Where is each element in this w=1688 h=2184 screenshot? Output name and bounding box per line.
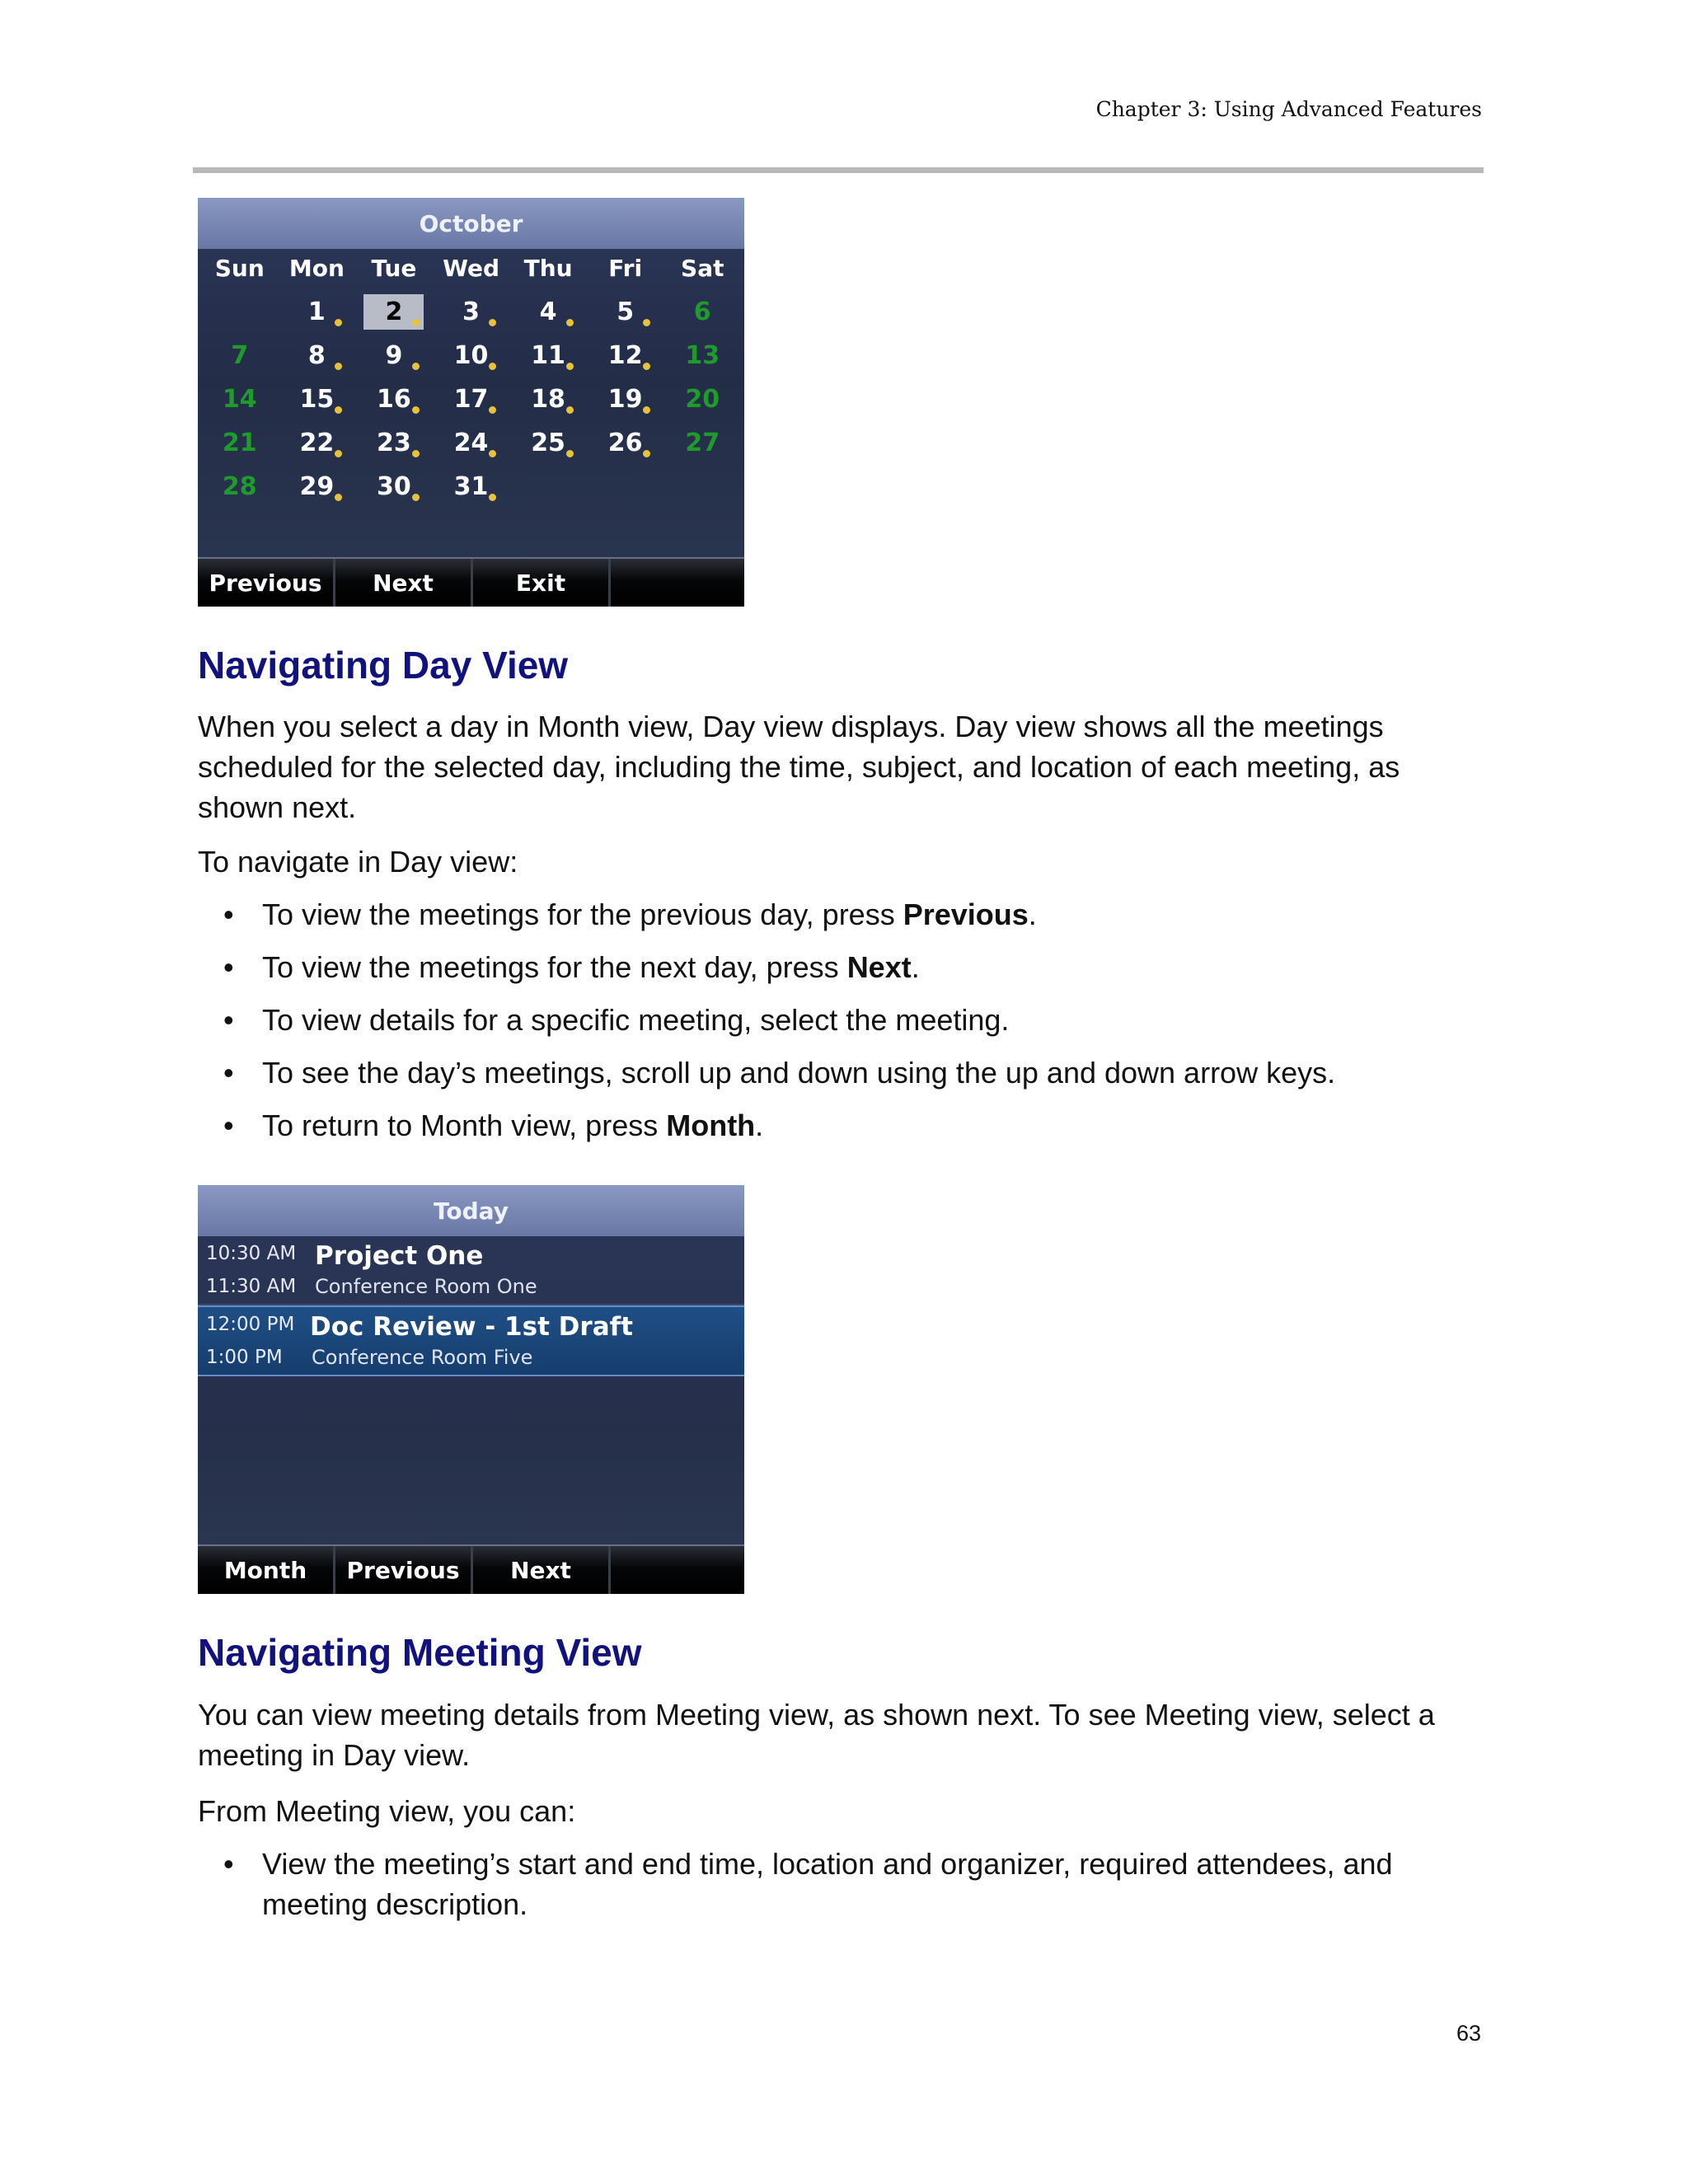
bullet-key-name: Next <box>846 950 912 984</box>
previous-softkey[interactable]: Previous <box>335 1546 473 1594</box>
empty-softkey[interactable] <box>611 559 744 607</box>
exit-softkey[interactable]: Exit <box>473 559 611 607</box>
weekday-label: Mon <box>288 254 345 282</box>
calendar-day[interactable] <box>663 421 741 465</box>
calendar-day[interactable] <box>663 334 741 377</box>
calendar-day-number: 20 <box>685 385 720 414</box>
calendar-day-number: 23 <box>377 429 411 457</box>
bullet-text: To see the day’s meetings, scroll up and down using the up and down arrow keys. <box>262 1056 1336 1090</box>
calendar-day[interactable] <box>587 334 664 377</box>
section-heading-meeting-view: Navigating Meeting View <box>198 1631 642 1674</box>
calendar-day-number: 4 <box>539 298 557 326</box>
bullet-text: To view details for a specific meeting, select the meeting. <box>262 1003 1010 1037</box>
event-dot-icon <box>643 450 650 457</box>
bullet-item <box>198 1105 1484 1146</box>
event-dot-icon <box>566 363 574 370</box>
calendar-day-number: 26 <box>607 429 643 457</box>
calendar-day-number: 12 <box>607 341 643 370</box>
calendar-day-number: 28 <box>222 472 257 501</box>
bullet-text: View the meeting’s start and end time, location and organizer, required attendees, and meeting description. <box>262 1847 1393 1921</box>
calendar-day[interactable] <box>433 334 510 377</box>
bullet-text-end: . <box>1028 898 1037 931</box>
calendar-day-number: 24 <box>453 429 489 457</box>
weekday-label: Thu <box>523 254 573 282</box>
calendar-day[interactable] <box>509 377 587 421</box>
calendar-day-number: 18 <box>531 385 565 414</box>
calendar-month-title: October <box>198 198 744 249</box>
calendar-day[interactable] <box>355 421 433 465</box>
bullet-text: To view the meetings for the previous day, press <box>262 898 903 931</box>
calendar-day-number: 6 <box>693 298 711 326</box>
month-view-screenshot <box>198 198 744 607</box>
meeting-start-time: 12:00 PM <box>206 1314 295 1335</box>
event-dot-icon <box>412 406 420 414</box>
calendar-day[interactable] <box>279 421 356 465</box>
calendar-day[interactable] <box>355 377 433 421</box>
calendar-softkey-bar <box>198 557 744 607</box>
calendar-day[interactable] <box>279 290 356 334</box>
event-dot-icon <box>643 406 650 414</box>
event-dot-icon <box>335 450 342 457</box>
calendar-day-number: 16 <box>377 385 411 414</box>
calendar-day[interactable] <box>433 465 510 509</box>
calendar-day-number: 1 <box>307 298 326 326</box>
calendar-day-number: 10 <box>453 341 489 370</box>
calendar-empty-cell <box>509 465 587 509</box>
calendar-day[interactable] <box>509 334 587 377</box>
calendar-day[interactable] <box>509 290 587 334</box>
day-view-screenshot <box>198 1185 744 1594</box>
meeting-start-time: 10:30 AM <box>206 1243 297 1264</box>
calendar-day-number: 22 <box>299 429 335 457</box>
bullet-icon: • <box>223 1056 234 1090</box>
calendar-day[interactable] <box>355 334 433 377</box>
calendar-day-number: 3 <box>462 298 480 326</box>
meeting-end-time: 1:00 PM <box>206 1347 283 1368</box>
meeting-row-selected[interactable] <box>198 1305 744 1376</box>
bullet-item <box>198 1000 1484 1040</box>
calendar-day-number: 8 <box>307 341 326 370</box>
empty-softkey[interactable] <box>611 1546 744 1594</box>
event-dot-icon <box>412 363 420 370</box>
weekday-label: Sun <box>214 254 265 282</box>
calendar-day-number: 17 <box>453 385 489 414</box>
calendar-day[interactable] <box>433 421 510 465</box>
bullet-icon: • <box>223 950 234 984</box>
event-dot-icon <box>335 363 342 370</box>
event-dot-icon <box>489 319 496 326</box>
bullet-item <box>198 1052 1484 1093</box>
calendar-empty-cell <box>587 465 664 509</box>
weekday-header-row <box>198 249 744 287</box>
calendar-day[interactable] <box>663 377 741 421</box>
calendar-day-number: 25 <box>531 429 565 457</box>
calendar-day[interactable] <box>433 290 510 334</box>
event-dot-icon <box>643 319 650 326</box>
bullet-icon: • <box>223 1003 234 1037</box>
calendar-day[interactable] <box>355 465 433 509</box>
meeting-location: Conference Room One <box>315 1275 537 1298</box>
next-softkey[interactable]: Next <box>335 559 473 607</box>
bullet-icon: • <box>223 1847 234 1881</box>
calendar-day-number: 27 <box>685 429 720 457</box>
calendar-day[interactable] <box>355 290 433 334</box>
calendar-day-number: 29 <box>299 472 335 501</box>
bullet-text: To return to Month view, press <box>262 1108 667 1142</box>
calendar-day[interactable] <box>587 290 664 334</box>
meeting-row[interactable] <box>198 1236 744 1305</box>
event-dot-icon <box>412 494 420 501</box>
calendar-day[interactable] <box>201 465 279 509</box>
calendar-day-number: 14 <box>222 385 257 414</box>
event-dot-icon <box>489 406 496 414</box>
page-number: 63 <box>1456 2021 1481 2046</box>
calendar-day-number: 21 <box>222 429 257 457</box>
bullet-icon: • <box>223 1108 234 1142</box>
calendar-day[interactable] <box>587 421 664 465</box>
meeting-subject: Project One <box>315 1241 484 1271</box>
bullet-icon: • <box>223 898 234 931</box>
month-softkey[interactable]: Month <box>198 1546 335 1594</box>
meeting-view-intro: You can view meeting details from Meeting view, as shown next. To see Meeting view, select a meeting in Day view. <box>198 1698 1435 1772</box>
calendar-empty-cell <box>201 290 279 334</box>
bullet-item <box>198 1844 1484 1924</box>
calendar-day-number: 2 <box>363 294 424 330</box>
calendar-day-number: 13 <box>685 341 720 370</box>
day-view-title: Today <box>198 1185 744 1236</box>
meeting-location: Conference Room Five <box>312 1346 533 1369</box>
calendar-day-number: 9 <box>385 341 403 370</box>
calendar-day[interactable] <box>279 465 356 509</box>
calendar-day[interactable] <box>433 377 510 421</box>
weekday-label: Fri <box>608 254 643 282</box>
bullet-text: To view the meetings for the next day, press <box>262 950 847 984</box>
calendar-day[interactable] <box>279 377 356 421</box>
event-dot-icon <box>643 363 650 370</box>
bullet-item <box>198 947 1484 987</box>
event-dot-icon <box>489 363 496 370</box>
bullet-text-end: . <box>755 1108 764 1142</box>
previous-softkey[interactable]: Previous <box>198 559 335 607</box>
weekday-label: Sat <box>681 254 724 282</box>
calendar-day-number: 5 <box>617 298 635 326</box>
bullet-key-name: Previous <box>903 898 1029 931</box>
calendar-day[interactable] <box>587 377 664 421</box>
meeting-view-bullet-list <box>198 1844 1484 1937</box>
event-dot-icon <box>489 494 496 501</box>
calendar-day[interactable] <box>201 377 279 421</box>
weekday-label: Wed <box>443 254 499 282</box>
event-dot-icon <box>566 319 574 326</box>
calendar-day-number: 30 <box>377 472 411 501</box>
calendar-day-number: 31 <box>453 472 489 501</box>
day-view-lead: To navigate in Day view: <box>198 845 518 879</box>
calendar-day[interactable] <box>663 290 741 334</box>
bullet-item <box>198 894 1484 935</box>
calendar-empty-cell <box>663 465 741 509</box>
calendar-day-number: 15 <box>299 385 335 414</box>
event-dot-icon <box>566 406 574 414</box>
meeting-subject: Doc Review - 1st Draft <box>310 1312 633 1342</box>
day-view-softkey-bar <box>198 1544 744 1594</box>
section-heading-day-view: Navigating Day View <box>198 644 569 687</box>
calendar-day-number: 19 <box>607 385 643 414</box>
calendar-day-number: 11 <box>531 341 565 370</box>
calendar-day-number: 7 <box>231 341 249 370</box>
calendar-day[interactable] <box>279 334 356 377</box>
next-softkey[interactable]: Next <box>473 1546 611 1594</box>
header-divider <box>193 167 1484 173</box>
event-dot-icon <box>566 450 574 457</box>
bullet-text-end: . <box>911 950 920 984</box>
event-dot-icon <box>335 319 342 326</box>
day-view-intro: When you select a day in Month view, Day view displays. Day view shows all the meetings scheduled for the selected day, including the time, subject, and location of each meeting, as shown next. <box>198 710 1400 824</box>
event-dot-icon <box>412 319 420 326</box>
chapter-header: Chapter 3: Using Advanced Features <box>1095 97 1482 121</box>
day-view-bullet-list <box>198 894 1484 1158</box>
event-dot-icon <box>335 494 342 501</box>
calendar-day-grid <box>198 287 744 509</box>
meeting-view-lead: From Meeting view, you can: <box>198 1794 576 1828</box>
calendar-day[interactable] <box>201 421 279 465</box>
weekday-label: Tue <box>371 254 417 282</box>
bullet-key-name: Month <box>666 1108 756 1142</box>
event-dot-icon <box>412 450 420 457</box>
calendar-day[interactable] <box>201 334 279 377</box>
meeting-end-time: 11:30 AM <box>206 1276 297 1297</box>
calendar-day[interactable] <box>509 421 587 465</box>
event-dot-icon <box>489 450 496 457</box>
event-dot-icon <box>335 406 342 414</box>
